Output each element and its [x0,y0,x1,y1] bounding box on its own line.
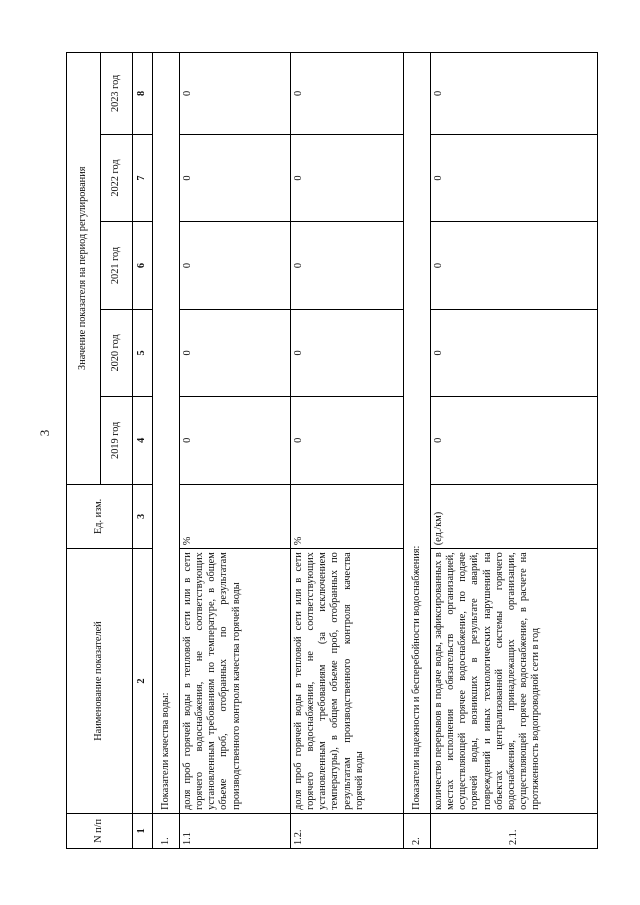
column-number: 3 [133,484,153,549]
header-num: N п/п [67,813,133,848]
row-value: 0 [291,222,404,309]
row-value: 0 [431,222,598,309]
section-title: Показатели надежности и бесперебойности водоснабжения: [404,53,431,814]
section-title: Показатели качества воды: [153,53,180,814]
column-number: 8 [133,53,153,135]
column-number: 5 [133,309,153,396]
row-value: 0 [291,134,404,221]
row-unit: (ед./км) [431,484,598,549]
row-value: 0 [291,309,404,396]
column-number: 2 [133,549,153,814]
row-number: 2.1. [431,813,598,848]
section-number: 1. [153,813,180,848]
column-number: 6 [133,222,153,309]
table-row [431,53,598,849]
column-number: 1 [133,813,153,848]
header-year: 2020 год [101,309,133,396]
row-name: количество перерывов в подаче воды, зафиксированных в местах исполнения обязательств организацией, осуществляющей горячее водоснабжение, по подаче горячей воды, возникших в результате аварий, повреждений и иных технологических нарушений на объектах централизованной системы горячего водоснабжения, принадлежащих организации, осуществляющей горячее водоснабжение, в расчете на протяженность водопроводной сети в год [431,549,598,814]
row-value: 0 [431,397,598,484]
row-number: 1.1 [180,813,291,848]
page-number: 3 [37,429,52,437]
row-unit: % [180,484,291,549]
indicators-table [66,52,598,849]
header-year: 2023 год [101,53,133,135]
section-number: 2. [404,813,431,848]
row-value: 0 [291,397,404,484]
column-number: 7 [133,134,153,221]
row-name: доля проб горячей воды в тепловой сети или в сети горячего водоснабжения, не соответствующих установленным требованиям по температуре, в общем объеме проб, отобранных по результатам производственного контроля качества горячей воды [180,549,291,814]
row-value: 0 [180,309,291,396]
row-value: 0 [180,397,291,484]
row-value: 0 [180,134,291,221]
row-value: 0 [431,53,598,135]
section-row [153,53,180,849]
section-row [404,53,431,849]
header-unit: Ед. изм. [67,484,133,549]
row-value: 0 [431,309,598,396]
header-name: Наименование показателей [67,549,133,814]
row-number: 1.2. [291,813,404,848]
header-year: 2021 год [101,222,133,309]
header-period: Значение показателя на период регулирования [67,53,101,485]
row-value: 0 [180,222,291,309]
row-unit: % [291,484,404,549]
header-row-1 [67,53,101,849]
rotated-page [66,52,597,849]
header-year: 2019 год [101,397,133,484]
row-value: 0 [291,53,404,135]
column-number-row [133,53,153,849]
table-row [291,53,404,849]
table-row [180,53,291,849]
row-name: доля проб горячей воды в тепловой сети или в сети горячего водоснабжения, не соответствующих установленным требованиям (за исключением температуры), в общем объеме проб, отобранных по результатам производственного контроля качества горячей воды [291,549,404,814]
header-year: 2022 год [101,134,133,221]
row-value: 0 [180,53,291,135]
column-number: 4 [133,397,153,484]
row-value: 0 [431,134,598,221]
